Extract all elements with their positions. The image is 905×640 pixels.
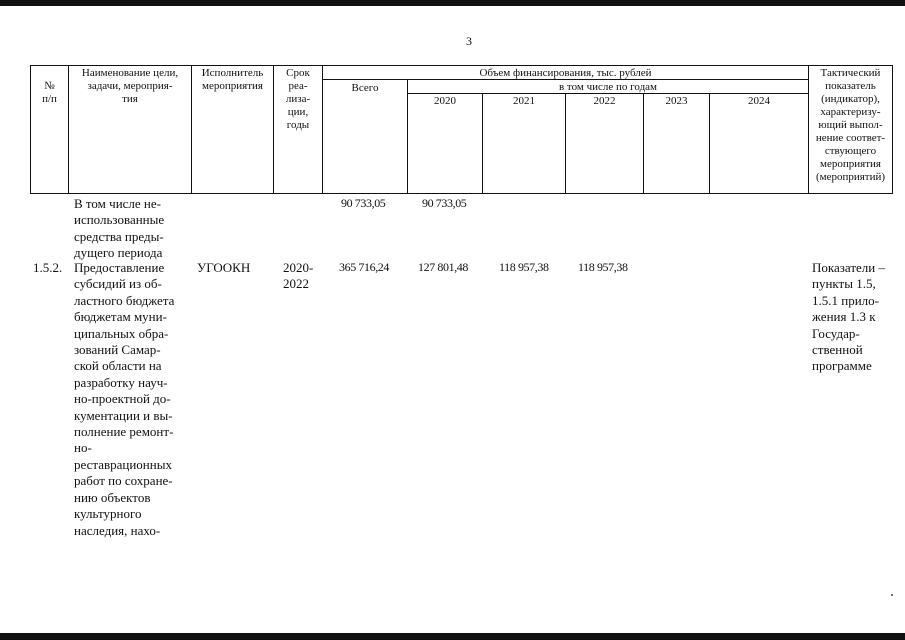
grid-line	[565, 93, 566, 194]
header-total: Всего	[351, 82, 379, 94]
row-name: В том числе не- использованные средства преды- дущего периода	[74, 196, 165, 261]
scan-edge-top	[0, 0, 905, 6]
grid-line	[709, 93, 710, 194]
row-2020: 127 801,48	[418, 260, 469, 274]
header-financing: Объем финансирования, тыс. рублей	[479, 67, 652, 79]
header-name: Наименование цели, задачи, мероприя- тия	[81, 67, 179, 105]
grid-line	[30, 65, 892, 66]
row-2020: 90 733,05	[422, 196, 467, 210]
grid-line	[482, 93, 483, 194]
scan-edge-bottom	[0, 633, 905, 640]
header-year-2023: 2023	[665, 95, 688, 107]
row-total: 365 716,24	[339, 260, 390, 274]
header-year-2022: 2022	[593, 95, 616, 107]
row-number: 1.5.2.	[33, 260, 63, 275]
row-executor: УГООКН	[197, 260, 251, 275]
row-name: Предоставление субсидий из об- ластного бюджета бюджетам муни- ципальных обра- зований Самар- ской области на разработку науч- но-проектной до- кументации и вы- полнение ремонт- но- реставрационных работ по сохране- нию объектов культурного наследия, нахо-	[74, 260, 175, 538]
header-by-years: в том числе по годам	[558, 81, 658, 93]
header-year-2020: 2020	[434, 95, 456, 107]
scan-speck	[891, 594, 893, 596]
header-indicator: Тактический показатель (индикатор), характеризу- ющий выпол- нение соответ- ствующего мероприятия (мероприятий)	[815, 67, 886, 183]
header-executor: Исполнитель мероприятия	[201, 67, 264, 92]
page-number: 3	[466, 34, 472, 48]
header-year-2024: 2024	[748, 95, 770, 107]
row-indicator: Показатели – пункты 1.5, 1.5.1 прило- жения 1.3 к Государ- ственной программе	[812, 260, 885, 374]
header-term: Срок реа- лиза- ции, годы	[285, 67, 311, 131]
header-number: № п/п	[42, 80, 57, 105]
row-total: 90 733,05	[341, 196, 386, 210]
grid-line	[643, 93, 644, 194]
grid-line	[892, 65, 893, 194]
row-term: 2020- 2022	[283, 260, 314, 292]
header-year-2021: 2021	[513, 95, 535, 107]
row-2022: 118 957,38	[578, 260, 628, 274]
grid-line	[30, 193, 892, 194]
row-2021: 118 957,38	[499, 260, 549, 274]
